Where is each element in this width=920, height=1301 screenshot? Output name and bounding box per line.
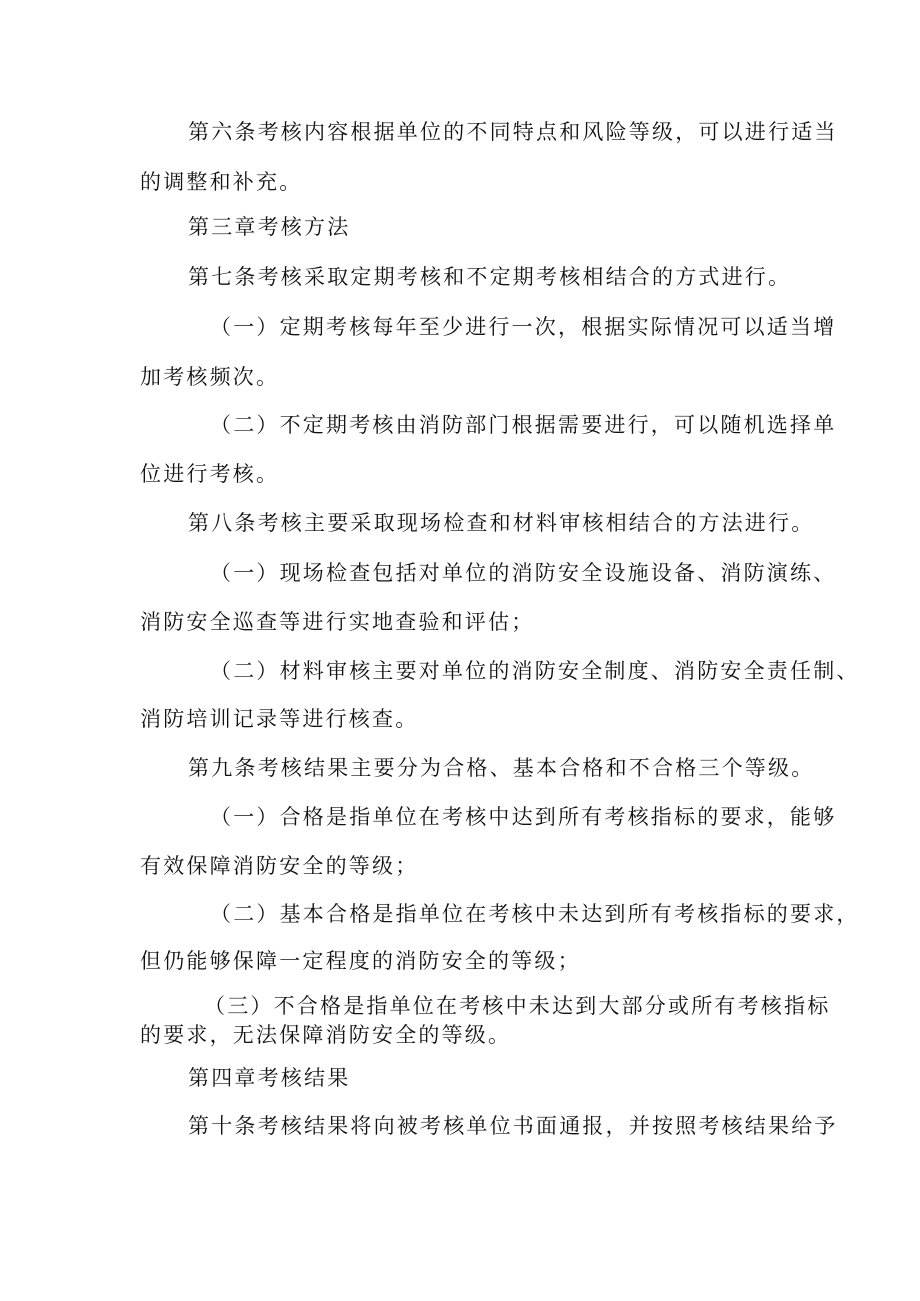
item-9-3-line-1: （三）不合格是指单位在考核中未达到大部分或所有考核指标 <box>204 994 831 1018</box>
item-7-1-line-1: （一）定期考核每年至少进行一次，根据实际情况可以适当增 <box>210 315 837 339</box>
item-8-2-line-2: 消防培训记录等进行核查。 <box>140 707 419 731</box>
item-7-2-line-1: （二）不定期考核由消防部门根据需要进行，可以随机选择单 <box>210 413 837 437</box>
paragraph-article-6-line-2: 的调整和补充。 <box>140 170 303 194</box>
chapter-3-heading: 第三章考核方法 <box>188 215 351 239</box>
item-8-2-line-1: （二）材料审核主要对单位的消防安全制度、消防安全责任制、 <box>210 659 860 683</box>
paragraph-article-7: 第七条考核采取定期考核和不定期考核相结合的方式进行。 <box>188 265 792 289</box>
chapter-4-heading: 第四章考核结果 <box>188 1066 351 1090</box>
item-7-1-line-2: 加考核频次。 <box>140 365 280 389</box>
paragraph-article-6-line-1: 第六条考核内容根据单位的不同特点和风险等级，可以进行适当 <box>188 120 838 144</box>
item-7-2-line-2: 位进行考核。 <box>140 462 280 486</box>
item-9-2-line-2: 但仍能够保障一定程度的消防安全的等级； <box>140 949 581 973</box>
paragraph-article-9: 第九条考核结果主要分为合格、基本合格和不合格三个等级。 <box>188 756 815 780</box>
item-9-3-line-2: 的要求，无法保障消防安全的等级。 <box>140 1023 512 1047</box>
paragraph-article-10: 第十条考核结果将向被考核单位书面通报，并按照考核结果给予 <box>188 1114 838 1138</box>
item-8-1-line-1: （一）现场检查包括对单位的消防安全设施设备、消防演练、 <box>210 561 837 585</box>
item-8-1-line-2: 消防安全巡查等进行实地查验和评估； <box>140 610 535 634</box>
item-9-1-line-2: 有效保障消防安全的等级； <box>140 854 419 878</box>
item-9-1-line-1: （一）合格是指单位在考核中达到所有考核指标的要求，能够 <box>210 805 837 829</box>
item-9-2-line-1: （二）基本合格是指单位在考核中未达到所有考核指标的要求， <box>210 902 860 926</box>
paragraph-article-8: 第八条考核主要采取现场检查和材料审核相结合的方法进行。 <box>188 511 815 535</box>
